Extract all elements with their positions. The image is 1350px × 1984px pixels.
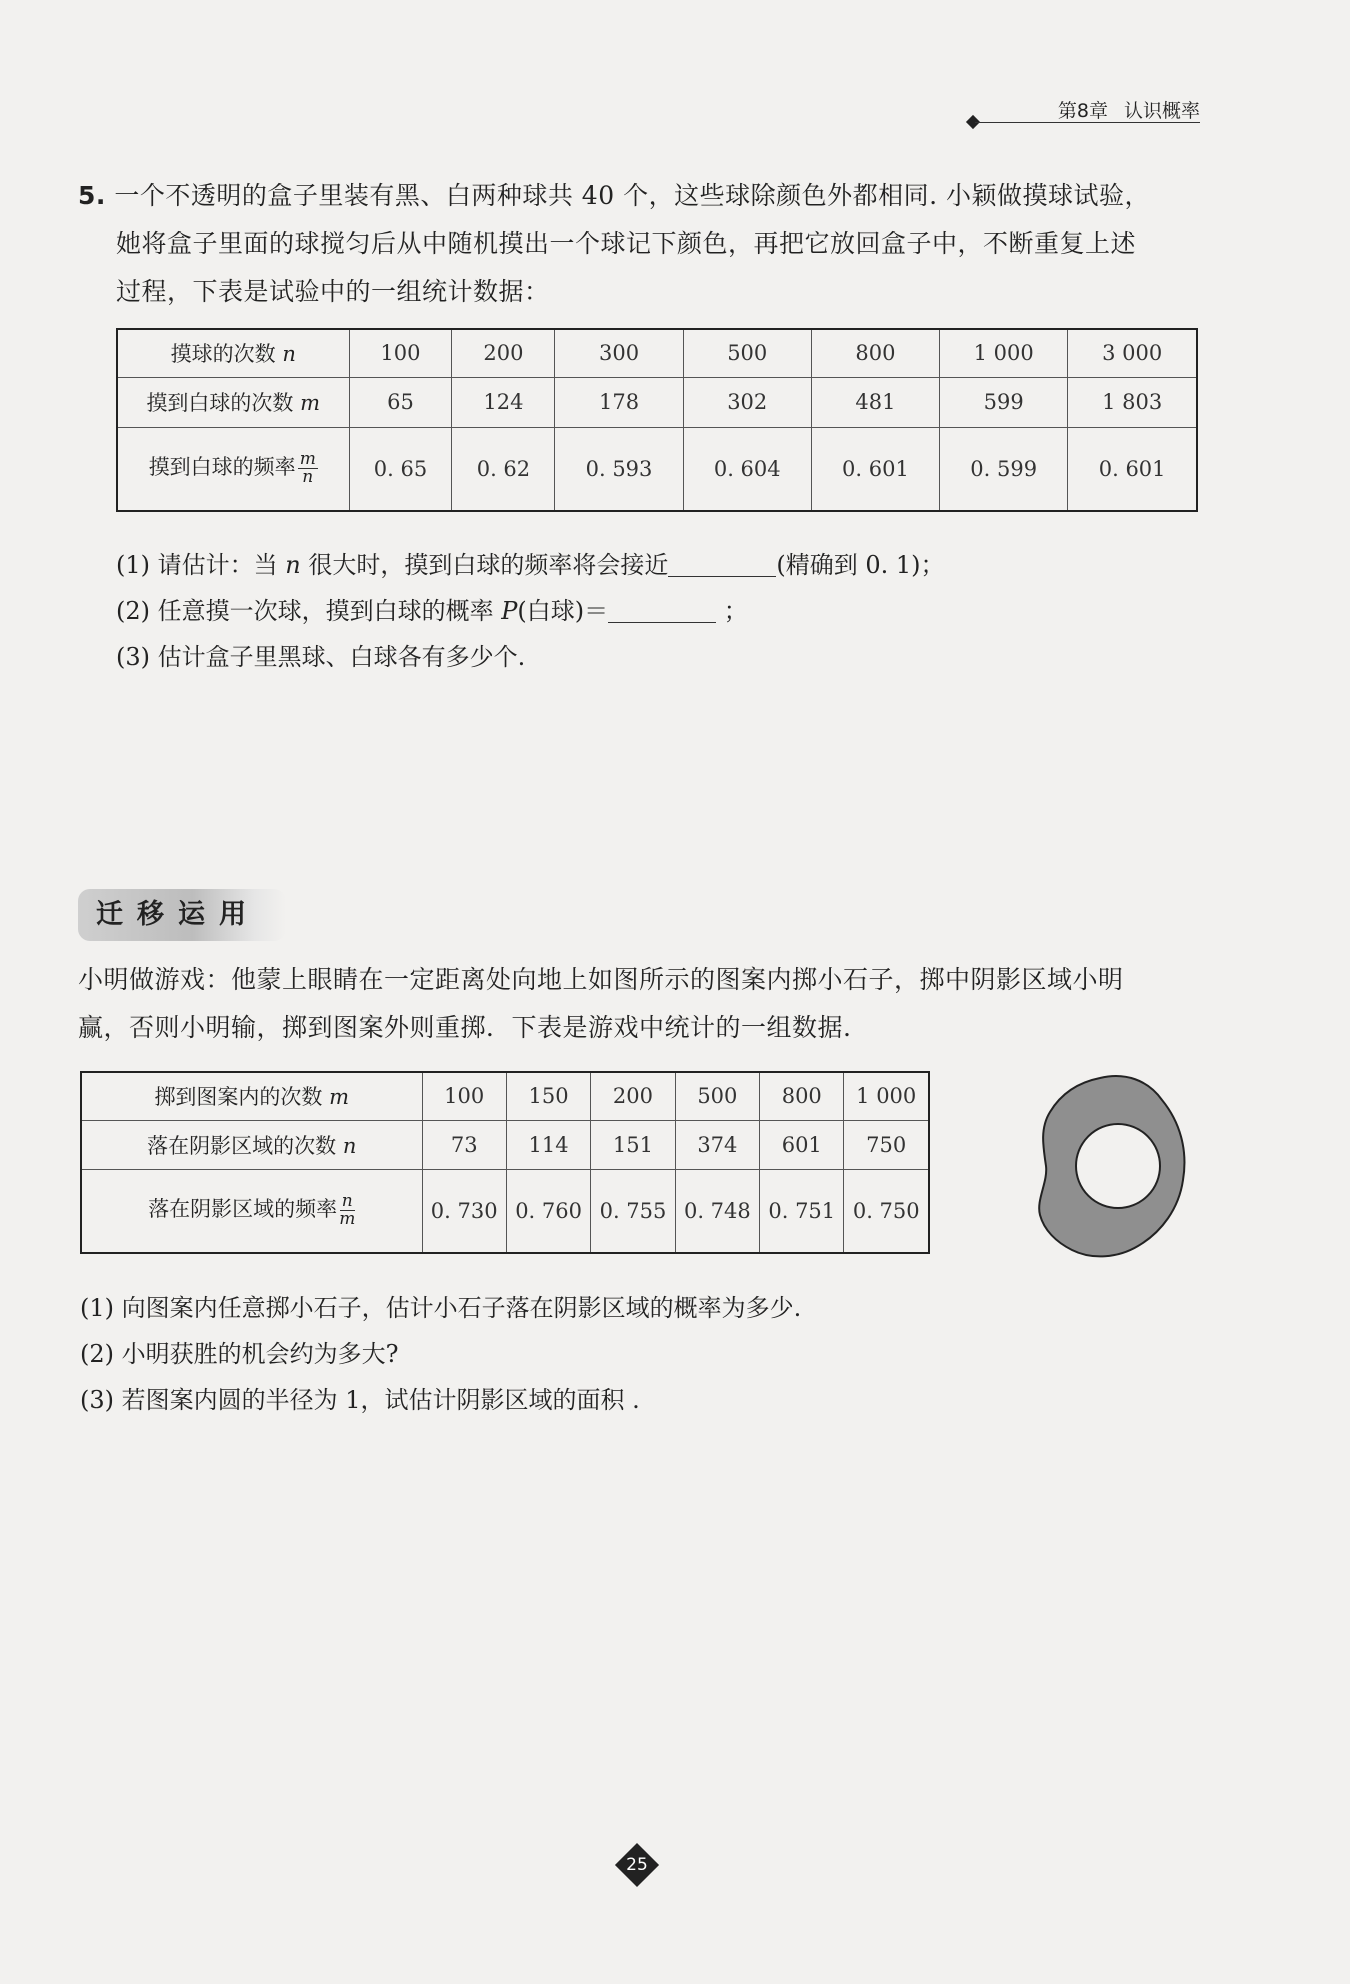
table-cell: 124: [452, 377, 555, 427]
table-cell: 300: [555, 329, 683, 377]
table-cell: 73: [422, 1120, 506, 1169]
table-cell: 0. 755: [591, 1169, 675, 1253]
table-cell: 0. 62: [452, 427, 555, 511]
question-5-sub-3: (3) 估计盒子里黑球、白球各有多少个.: [116, 643, 526, 671]
ball-experiment-table: [116, 328, 1198, 512]
shaded-region-figure: [1030, 1070, 1192, 1260]
table-cell: 302: [683, 377, 811, 427]
table-cell: 0. 751: [760, 1169, 844, 1253]
question-5-sub-2: (2) 任意摸一次球，摸到白球的概率 P(白球)＝ ；: [116, 597, 748, 625]
table-cell: 0. 760: [506, 1169, 590, 1253]
table-cell: 100: [349, 329, 452, 377]
chapter-header: [1058, 96, 1200, 123]
row-header: 落在阴影区域的频率 $\frac{n}{m}$: [81, 1169, 422, 1253]
table-cell: 599: [940, 377, 1068, 427]
table-cell: 481: [811, 377, 939, 427]
page-number: 25: [626, 1855, 648, 1875]
table-cell: 0. 601: [1068, 427, 1197, 511]
table-cell: 800: [760, 1072, 844, 1120]
page-number-badge: [617, 1845, 657, 1885]
question-5-text: [78, 172, 1208, 316]
frequency-fraction: $\frac{m}{n}$: [299, 449, 316, 488]
row-header: 掷到图案内的次数 m: [81, 1072, 422, 1120]
question-5-line-1: 一个不透明的盒子里装有黑、白两种球共 40 个，这些球除颜色外都相同. 小颖做摸球试验，: [114, 181, 1150, 210]
answer-blank[interactable]: [608, 596, 716, 623]
table-cell: 601: [760, 1120, 844, 1169]
row-header: 摸到白球的次数 m: [117, 377, 349, 427]
table-cell: 200: [452, 329, 555, 377]
section-problem-text: [78, 956, 1218, 1052]
table-cell: 374: [675, 1120, 759, 1169]
question-5-line-3: 过程，下表是试验中的一组统计数据：: [116, 277, 550, 306]
table-row: [117, 377, 1197, 427]
table-cell: 0. 750: [844, 1169, 929, 1253]
stone-game-table: [80, 1071, 930, 1254]
table-cell: 65: [349, 377, 452, 427]
row-header: 摸到白球的频率 $\frac{m}{n}$: [117, 427, 349, 511]
section-title: 迁移运用: [96, 899, 260, 930]
table-cell: 0. 599: [940, 427, 1068, 511]
table-cell: 1 000: [844, 1072, 929, 1120]
question-5-sub-1: (1) 请估计：当 n 很大时，摸到白球的频率将会接近 (精确到 0. 1)；: [116, 551, 945, 579]
answer-blank[interactable]: [668, 550, 776, 577]
table-cell: 750: [844, 1120, 929, 1169]
table-cell: 114: [506, 1120, 590, 1169]
table-cell: 3 000: [1068, 329, 1197, 377]
table-cell: 0. 601: [811, 427, 939, 511]
section-line-1: 小明做游戏：他蒙上眼睛在一定距离处向地上如图所示的图案内掷小石子，掷中阴影区域小明: [78, 965, 1124, 994]
question-5-line-2: 她将盒子里面的球搅匀后从中随机摸出一个球记下颜色，再把它放回盒子中，不断重复上述: [116, 229, 1137, 258]
table-cell: 500: [683, 329, 811, 377]
table-cell: 800: [811, 329, 939, 377]
section-sub-1: (1) 向图案内任意掷小石子，估计小石子落在阴影区域的概率为多少.: [80, 1294, 802, 1322]
header-rule: [975, 122, 1200, 123]
table-cell: 100: [422, 1072, 506, 1120]
table-cell: 0. 593: [555, 427, 683, 511]
table-cell: 0. 730: [422, 1169, 506, 1253]
table-row: [117, 329, 1197, 377]
table-cell: 0. 604: [683, 427, 811, 511]
table-row: [117, 427, 1197, 511]
table-cell: 500: [675, 1072, 759, 1120]
table-cell: 151: [591, 1120, 675, 1169]
chapter-number: 第8章: [1057, 100, 1108, 122]
table-cell: 150: [506, 1072, 590, 1120]
inner-circle: [1076, 1124, 1160, 1208]
section-sub-3: (3) 若图案内圆的半径为 1，试估计阴影区域的面积 .: [80, 1386, 640, 1414]
frequency-fraction: $\frac{n}{m}$: [339, 1191, 356, 1230]
table-cell: 0. 748: [675, 1169, 759, 1253]
section-line-2: 赢，否则小明输，掷到图案外则重掷．下表是游戏中统计的一组数据.: [78, 1013, 852, 1042]
table-cell: 200: [591, 1072, 675, 1120]
table-cell: 1 803: [1068, 377, 1197, 427]
chapter-title: 认识概率: [1123, 100, 1200, 122]
table-row: [81, 1120, 929, 1169]
table-cell: 0. 65: [349, 427, 452, 511]
row-header: 落在阴影区域的次数 n: [81, 1120, 422, 1169]
question-number: 5.: [78, 181, 106, 210]
table-cell: 1 000: [940, 329, 1068, 377]
section-sub-2: (2) 小明获胜的机会约为多大?: [80, 1340, 399, 1368]
row-header: 摸球的次数 n: [117, 329, 349, 377]
table-cell: 178: [555, 377, 683, 427]
table-row: [81, 1072, 929, 1120]
table-row: [81, 1169, 929, 1253]
